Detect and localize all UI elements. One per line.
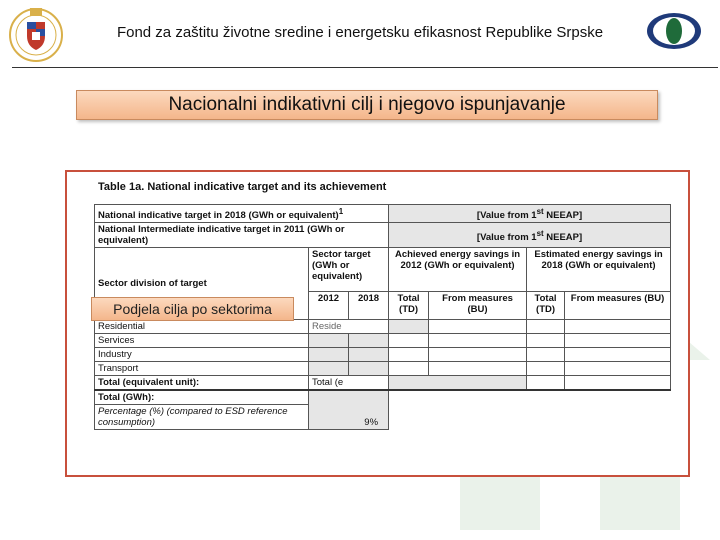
table-caption: Table 1a. National indicative target and its achievement [98,181,387,193]
col-total-td: Total (TD) [527,292,565,320]
row-label-industry: Industry [95,348,309,362]
achieved-savings-header: Achieved energy savings in 2012 (GWh or equivalent) [389,248,527,292]
estimated-savings-header: Estimated energy savings in 2018 (GWh or equivalent) [527,248,671,292]
table-row: National indicative target in 2018 (GWh or equivalent)$^1$ [Value from 1st NEEAP] [95,205,671,223]
fund-logo-icon [644,11,704,51]
col-from-measures: From measures (BU) [565,292,671,320]
sector-target-header: Sector target (GWh or equivalent) [309,248,389,292]
sector-division-overlay-label: Podjela cilja po sektorima [91,297,294,321]
table-row [95,334,671,348]
table-row [95,320,671,334]
total-equivalent-note: Total (e [309,376,389,391]
page-header-title: Fond za zaštitu životne sredine i energetsku efikasnost Republike Srpske [116,24,604,41]
target-2018-value: [Value from 1 [476,210,537,222]
row-label-total-gwh: Total (GWh): [95,390,309,405]
section-title-banner: Nacionalni indikativni cilj i njegovo ispunjavanje [76,90,658,120]
table-row [95,390,671,405]
sector-division-header: Sector division of target [95,248,309,320]
row-label-services: Services [95,334,309,348]
col-2018: 2018 [349,292,389,320]
col-2012: 2012 [309,292,349,320]
row-label-residential: Residential [95,320,309,334]
table-row [95,376,671,391]
target-2011-label: National Intermediate indicative target in 2011 (GWh or equivalent) [95,223,389,248]
table-row [95,362,671,376]
table-row [95,248,671,292]
footnote-mark: 1 [338,207,344,216]
target-2018-label: National indicative target in 2018 (GWh or equivalent) [98,210,339,222]
table-row: National Intermediate indicative target in 2011 (GWh or equivalent) [Value from 1st NEEAP] [95,223,671,248]
row-label-total-equivalent: Total (equivalent unit): [95,376,309,391]
table-row [95,348,671,362]
col-from-measures: From measures (BU) [429,292,527,320]
header-divider [12,67,718,68]
percentage-value: 9% [309,390,389,430]
target-2011-value: [Value from 1 [476,231,537,243]
col-total-td: Total (TD) [389,292,429,320]
residential-note: Reside [309,320,389,334]
row-label-percentage: Percentage (%) (compared to ESD reference consumption) [95,405,309,430]
row-label-transport: Transport [95,362,309,376]
